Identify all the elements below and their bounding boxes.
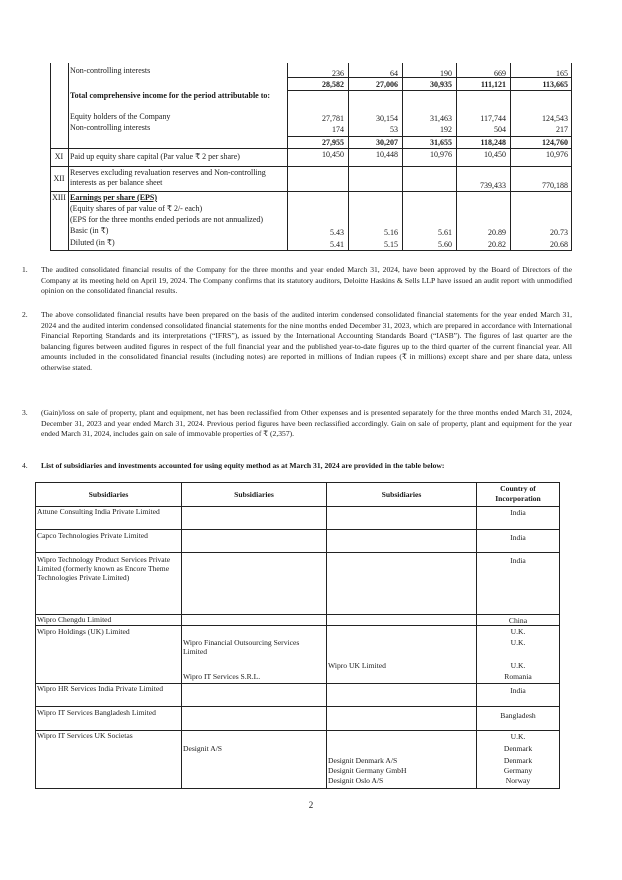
note-3 [22, 408, 572, 440]
page-number: 2 [308, 800, 314, 810]
xii-value: 739,433 [480, 181, 506, 190]
row-number: XI [54, 152, 64, 161]
subsidiary-name: Wipro Technology Product Services Private Limited (formerly known as Encore Theme Technologies Private Limited) [37, 555, 171, 582]
tci-value: 217 [556, 125, 568, 134]
tci-row-label: Non-controlling interests [70, 123, 151, 132]
eps-subtext: (EPS for the three months ended periods are not annualized) [70, 215, 264, 224]
eps-basic-value: 20.73 [550, 228, 568, 237]
country: India [510, 556, 526, 565]
nci-value: 236 [332, 69, 344, 78]
subsidiary-name: Attune Consulting India Private Limited [37, 507, 160, 516]
subsidiary-name: Designit Denmark A/S [328, 756, 398, 765]
subsidiary-name: Designit Oslo A/S [328, 776, 384, 785]
note-text: (Gain)/loss on sale of property, plant and equipment, net has been reclassified from Other expenses and is presented separately for the three months ended March 31, 2024, December 31, 2023 and year ended March 31, 2024. Previous period figures have been reclassified accordingly. Gain on sale of property, plant and equipment for the year ended March 31, 2024, includes gain on sale of immovable properties of ₹ (2,357). [41, 408, 572, 439]
subsidiary-name: Designit Germany GmbH [328, 766, 407, 775]
note-text: The above consolidated financial results have been prepared on the basis of the audited interim condensed consolidated financial statements for the year ended March 31, 2024 and the audited interim condensed consolidated financial statements for the nine months ended December 31, 2023, which are prepared in accordance with International Financial Reporting Standards and its interpretations (“IFRS”), as issued by the International Accounting Standards Board (“IASB”). The figures of last quarter are the balancing figures between audited figures in respect of the full financial year and the published year-to-date figures up to the third quarter of the current financial year. All amounts included in the consolidated financial results (including notes) are reported in millions of Indian rupees (₹ in millions) except share and per share data, unless otherwise stated. [41, 310, 572, 372]
subtotal-value: 111,121 [480, 80, 506, 89]
note-number: 2. [22, 310, 28, 319]
header-country: Country of Incorporation [495, 484, 541, 503]
subsidiary-name: Wipro Holdings (UK) Limited [37, 627, 130, 636]
country: Germany [503, 766, 533, 775]
eps-heading: Earnings per share (EPS) [70, 193, 158, 202]
tci-value: 53 [390, 125, 398, 134]
subsidiary-name: Wipro IT Services Bangladesh Limited [37, 708, 156, 717]
header-subsidiaries: Subsidiaries [234, 490, 274, 499]
eps-diluted-value: 20.82 [488, 240, 506, 249]
row-number: XII [53, 174, 65, 183]
country: Romania [504, 672, 532, 681]
note-4 [22, 461, 582, 472]
tci-value: 117,744 [480, 114, 506, 123]
subsidiary-name: Wipro Chengdu Limited [37, 615, 112, 624]
nci-value: 190 [440, 69, 452, 78]
row-xii-label: Reserves excluding revaluation reserves and Non-controlling interests as per balance sheet [70, 168, 266, 187]
country: Denmark [503, 756, 533, 765]
subsidiary-name: Wipro UK Limited [328, 661, 386, 670]
note-text: List of subsidiaries and investments accounted for using equity method as at March 31, 2024 are provided in the table below: [41, 461, 445, 470]
tci-value: 31,463 [430, 114, 452, 123]
nci-value: 64 [390, 69, 398, 78]
subtotal-value: 113,665 [542, 80, 568, 89]
nci-value: 165 [556, 69, 568, 78]
country: India [510, 533, 526, 542]
eps-diluted-value: 5.41 [330, 240, 344, 249]
country: U.K. [510, 638, 526, 647]
country: China [508, 616, 528, 625]
financial-table [0, 0, 622, 260]
country: U.K. [510, 627, 526, 636]
eps-subtext: (Equity shares of par value of ₹ 2/- each) [70, 204, 203, 213]
eps-diluted-value: 5.60 [438, 240, 452, 249]
note-2 [22, 310, 572, 374]
subtotal-value: 30,935 [430, 80, 452, 89]
subtotal-value: 31,655 [430, 138, 452, 147]
note-text: The audited consolidated financial results of the Company for the three months and year ended March 31, 2024, have been approved by the Board of Directors of the Company at its meeting held on April 19, 2024. The Company confirms that its statutory auditors, Deloitte Haskins & Sells LLP have issued an audit report with unmodified opinion on the consolidated financial results. [41, 265, 572, 296]
eps-basic-value: 20.89 [488, 228, 506, 237]
country: India [510, 508, 526, 517]
eps-diluted-label: Diluted (in ₹) [70, 238, 115, 247]
note-number: 4. [22, 461, 28, 470]
row-xi-label: Paid up equity share capital (Par value ₹ 2 per share) [70, 152, 240, 161]
subtotal-value: 27,006 [376, 80, 398, 89]
country: U.K. [510, 732, 526, 741]
eps-diluted-value: 20.68 [550, 240, 568, 249]
header-subsidiaries: Subsidiaries [381, 490, 422, 499]
nci-value: 669 [494, 69, 506, 78]
subsidiary-name: Capco Technologies Private Limited [37, 531, 148, 540]
country: India [510, 686, 526, 695]
xii-value: 770,188 [542, 181, 568, 190]
country: Norway [505, 776, 531, 785]
subtotal-value: 124,760 [542, 138, 568, 147]
subsidiary-name: Wipro HR Services India Private Limited [37, 684, 164, 693]
tci-value: 174 [332, 125, 344, 134]
xi-value: 10,450 [484, 150, 506, 159]
tci-value: 27,781 [322, 114, 344, 123]
subsidiary-name: Designit A/S [183, 744, 223, 753]
note-number: 1. [22, 265, 28, 274]
xi-value: 10,448 [376, 150, 398, 159]
eps-basic-value: 5.43 [330, 228, 344, 237]
tci-value: 192 [440, 125, 452, 134]
country: Bangladesh [500, 711, 536, 720]
header-subsidiaries: Subsidiaries [88, 490, 129, 499]
tci-row-label: Equity holders of the Company [70, 112, 171, 121]
eps-basic-value: 5.61 [438, 228, 452, 237]
tci-value: 30,154 [376, 114, 398, 123]
subsidiary-name: Wipro IT Services UK Societas [37, 731, 133, 740]
tci-value: 124,543 [542, 114, 568, 123]
note-number: 3. [22, 408, 28, 417]
xi-value: 10,450 [322, 150, 344, 159]
subtotal-value: 27,955 [322, 138, 344, 147]
country: U.K. [510, 661, 526, 670]
nci-label: Non-controlling interests [70, 66, 151, 75]
country: Denmark [503, 744, 533, 753]
xi-value: 10,976 [430, 150, 452, 159]
xi-value: 10,976 [546, 150, 568, 159]
tci-value: 504 [494, 125, 506, 134]
tci-heading: Total comprehensive income for the period attributable to: [70, 91, 271, 100]
subsidiary-name: Wipro Financial Outsourcing Services Limited [183, 638, 300, 656]
eps-basic-label: Basic (in ₹) [70, 226, 109, 235]
subsidiary-name: Wipro IT Services S.R.L. [183, 672, 261, 681]
eps-diluted-value: 5.15 [384, 240, 398, 249]
subtotal-value: 28,582 [322, 80, 344, 89]
subtotal-value: 30,207 [376, 138, 398, 147]
subtotal-value: 118,248 [480, 138, 506, 147]
eps-basic-value: 5.16 [384, 228, 398, 237]
note-1 [22, 265, 572, 297]
row-number: XIII [52, 193, 66, 202]
